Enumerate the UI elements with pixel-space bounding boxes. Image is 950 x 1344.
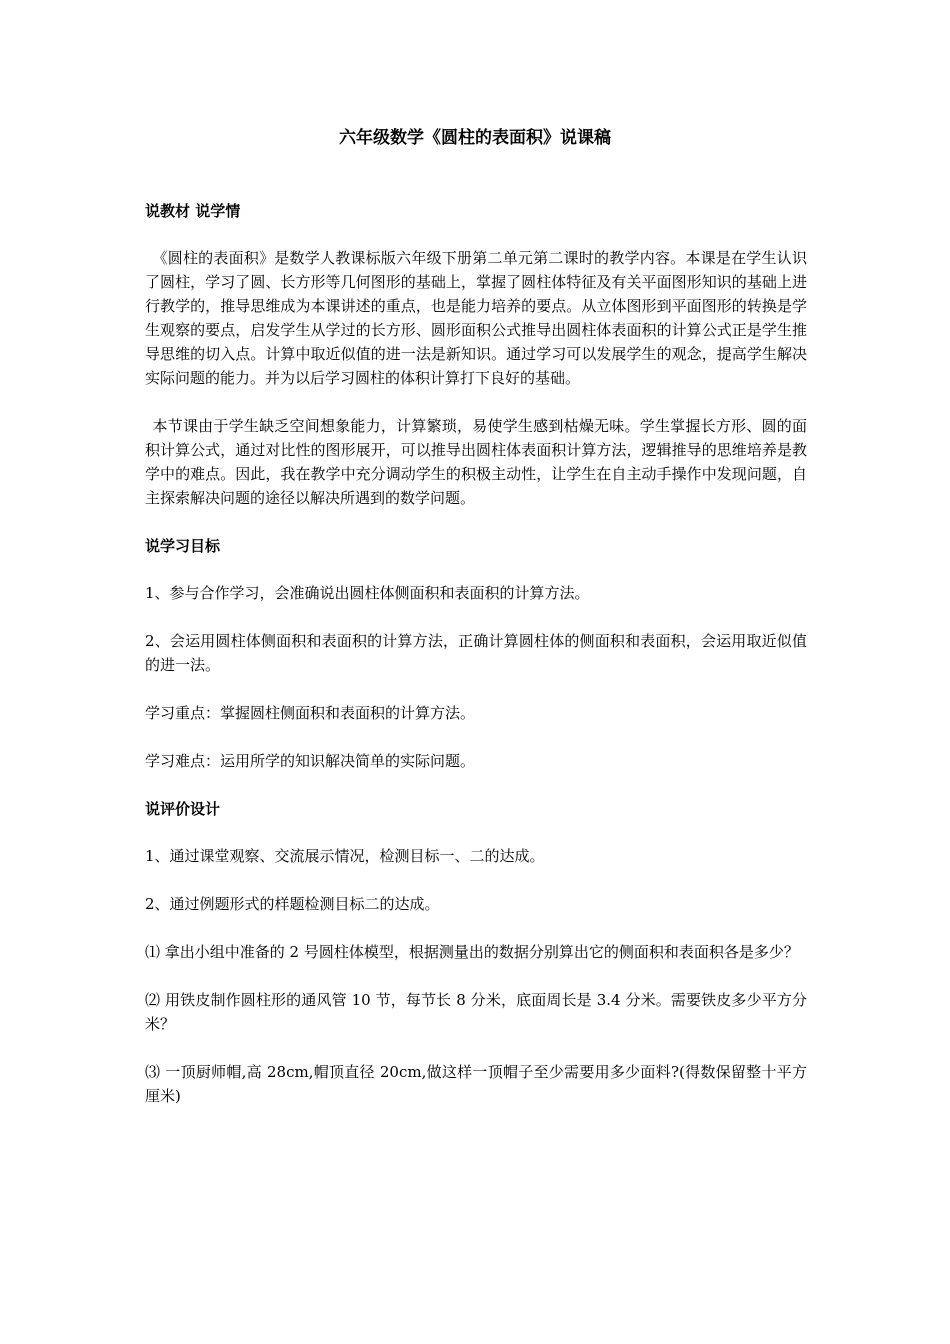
- paragraph-textbook-intro: 《圆柱的表面积》是数学人教课标版六年级下册第二单元第二课时的教学内容。本课是在学生认识了圆柱，学习了圆、长方形等几何图形的基础上，掌握了圆柱体特征及有关平面图形知识的基础上进行教学的，推导思维成为本课讲述的重点，也是能力培养的要点。从立体图形到平面图形的转换是学生观察的要点，启发学生从学过的长方形、圆形面积公式推导出圆柱体表面积的计算公式正是学生推导思维的切入点。计算中取近似值的进一法是新知识。通过学习可以发展学生的观念，提高学生解决实际问题的能力。并为以后学习圆柱的体积计算打下良好的基础。: [145, 249, 807, 387]
- evaluation-item-2: 2、通过例题形式的样题检测目标二的达成。: [145, 895, 440, 913]
- exercise-item-3: ⑶ 一顶厨师帽,高 28cm,帽顶直径 20cm,做这样一顶帽子至少需要用多少面料?(得数保留整十平方厘米): [145, 1063, 807, 1105]
- difficult-point: 学习难点：运用所学的知识解决简单的实际问题。: [145, 752, 476, 770]
- paragraph-student-analysis: 本节课由于学生缺乏空间想象能力，计算繁琐，易使学生感到枯燥无味。学生掌握长方形、圆的面积计算公式，通过对比性的图形展开，可以推导出圆柱体表面积计算方法，逻辑推导的思维培养是教学中的难点。因此，我在教学中充分调动学生的积极主动性，让学生在自主动手操作中发现问题，自主探索解决问题的途径以解决所遇到的数学问题。: [145, 417, 807, 507]
- objective-item-2: 2、会运用圆柱体侧面积和表面积的计算方法，正确计算圆柱体的侧面积和表面积，会运用取近似值的进一法。: [145, 632, 807, 674]
- key-point: 学习重点：掌握圆柱侧面积和表面积的计算方法。: [145, 704, 476, 722]
- document-title: 六年级数学《圆柱的表面积》说课稿: [339, 128, 611, 148]
- exercise-item-1: ⑴ 拿出小组中准备的 2 号圆柱体模型，根据测量出的数据分别算出它的侧面积和表面积各是多少？: [145, 943, 799, 961]
- section-heading-textbook: 说教材 说学情: [145, 202, 241, 220]
- exercise-item-2: ⑵ 用铁皮制作圆柱形的通风管 10 节，每节长 8 分米，底面周长是 3.4 分米。需要铁皮多少平方分米？: [145, 991, 807, 1033]
- section-heading-evaluation: 说评价设计: [145, 800, 221, 818]
- document-body: [145, 199, 807, 1132]
- evaluation-item-1: 1、通过课堂观察、交流展示情况，检测目标一、二的达成。: [145, 847, 545, 865]
- objective-item-1: 1、参与合作学习，会准确说出圆柱体侧面积和表面积的计算方法。: [145, 584, 590, 602]
- section-heading-objectives: 说学习目标: [145, 537, 221, 555]
